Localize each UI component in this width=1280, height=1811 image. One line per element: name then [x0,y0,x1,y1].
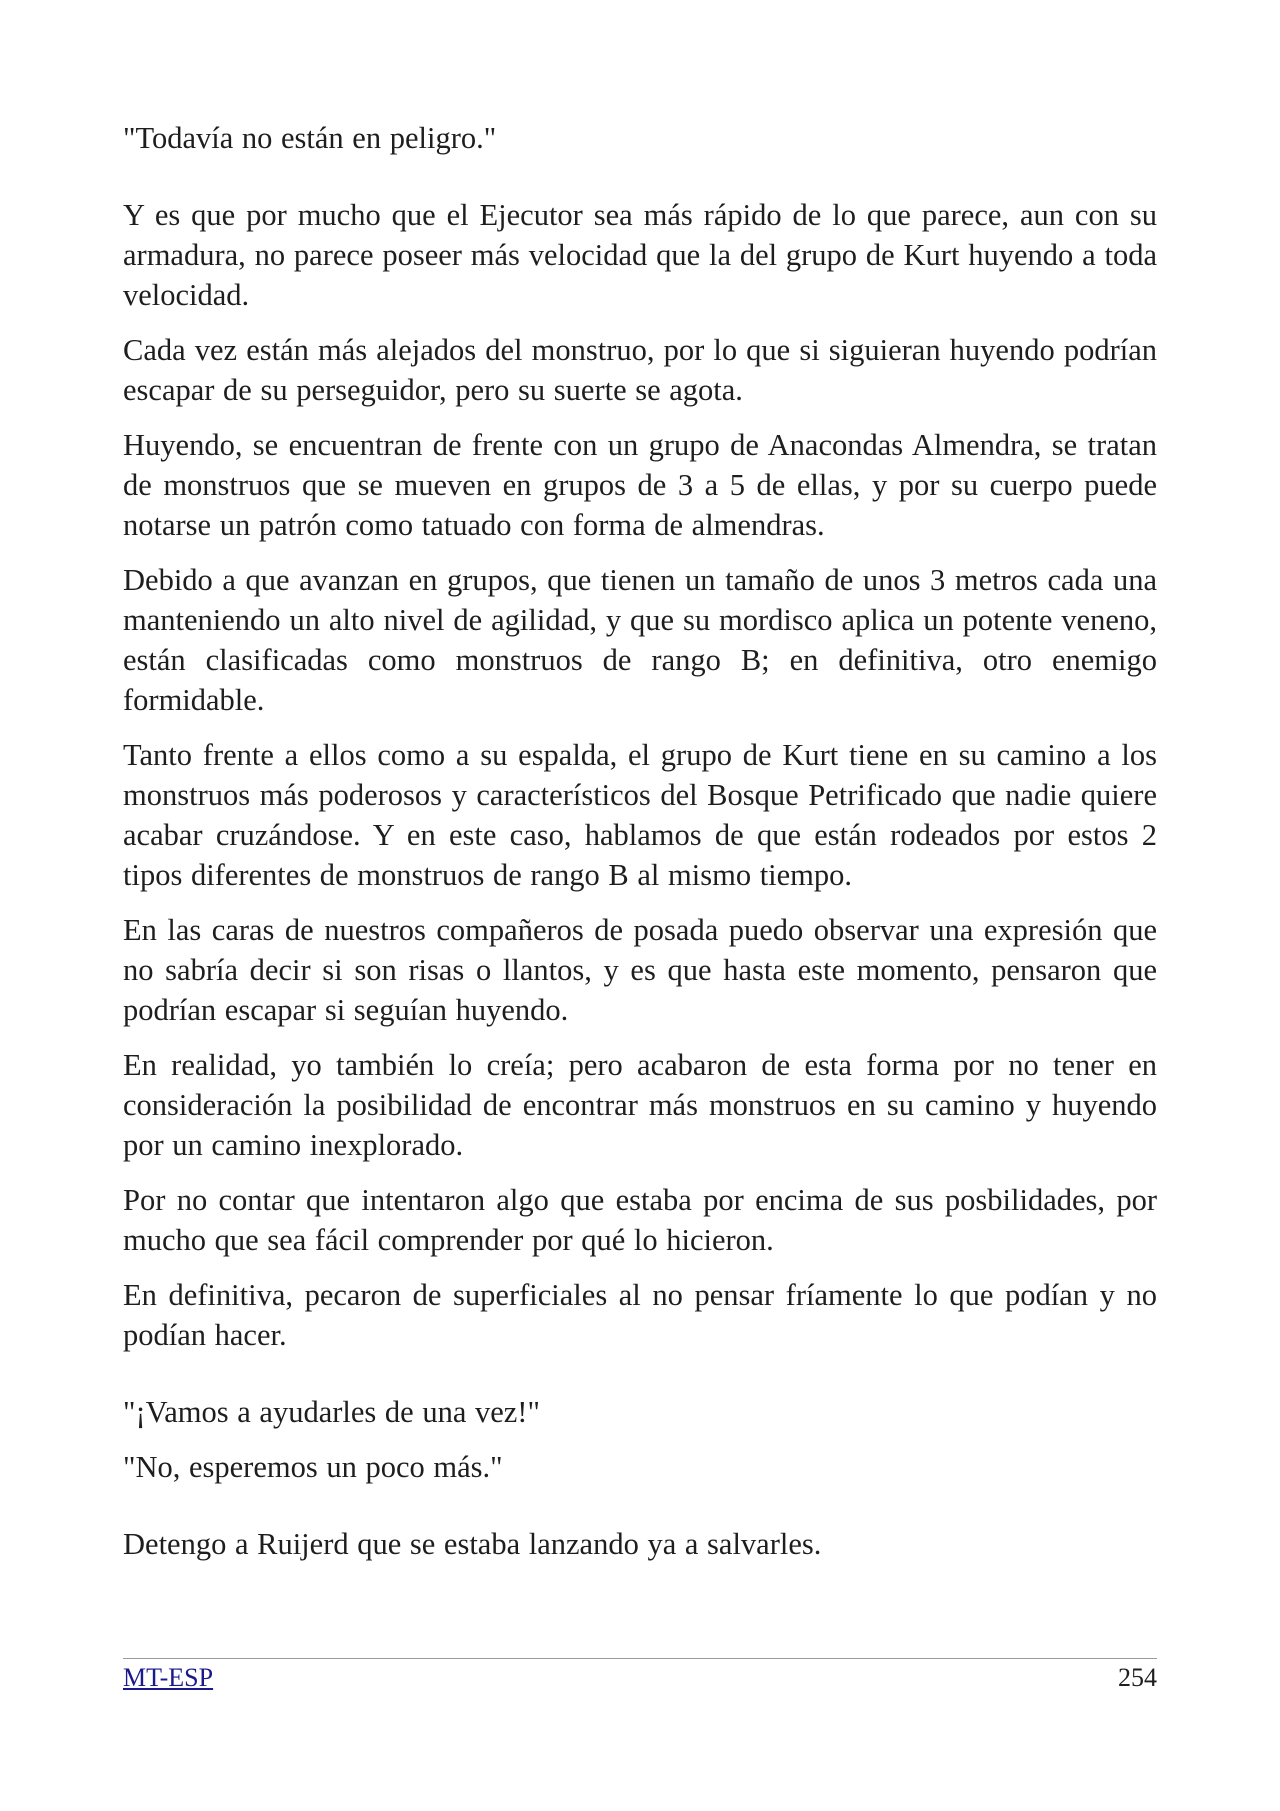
paragraph-1: "Todavía no están en peligro." [123,121,497,155]
paragraph-11: "¡Vamos a ayudarles de una vez!" [123,1395,540,1429]
paragraph-8: En realidad, yo también lo creía; pero acabaron de esta forma por no tener en consideración la posibilidad de encontrar más monstruos en su camino y huyendo por un camino inexplorado. [123,1048,1157,1162]
paragraph-6: Tanto frente a ellos como a su espalda, el grupo de Kurt tiene en su camino a los monstruos más poderosos y característicos del Bosque Petrificado que nadie quiere acabar cruzándose. Y en este caso, hablamos de que están rodeados por estos 2 tipos diferentes de monstruos de rango B al mismo tiempo. [123,738,1157,892]
paragraph-10: En definitiva, pecaron de superficiales al no pensar fríamente lo que podían y no podían hacer. [123,1278,1157,1352]
paragraph-9: Por no contar que intentaron algo que estaba por encima de sus posbilidades, por mucho que sea fácil comprender por qué lo hicieron. [123,1183,1157,1257]
paragraph-2: Y es que por mucho que el Ejecutor sea más rápido de lo que parece, aun con su armadura, no parece poseer más velocidad que la del grupo de Kurt huyendo a toda velocidad. [123,198,1157,312]
paragraph-5: Debido a que avanzan en grupos, que tienen un tamaño de unos 3 metros cada una manteniendo un alto nivel de agilidad, y que su mordisco aplica un potente veneno, están clasificadas como monstruos de rango B; en definitiva, otro enemigo formidable. [123,563,1157,717]
paragraph-3: Cada vez están más alejados del monstruo, por lo que si siguieran huyendo podrían escapar de su perseguidor, pero su suerte se agota. [123,333,1157,407]
paragraph-13: Detengo a Ruijerd que se estaba lanzando ya a salvarles. [123,1527,822,1561]
page-number: 254 [1118,1663,1157,1692]
paragraph-12: "No, esperemos un poco más." [123,1450,503,1484]
paragraph-7: En las caras de nuestros compañeros de posada puedo observar una expresión que no sabría decir si son risas o llantos, y es que hasta este momento, pensaron que podrían escapar si seguían huyendo. [123,913,1157,1027]
paragraph-4: Huyendo, se encuentran de frente con un grupo de Anacondas Almendra, se tratan de monstruos que se mueven en grupos de 3 a 5 de ellas, y por su cuerpo puede notarse un patrón como tatuado con forma de almendras. [123,428,1157,542]
footer-link-mt-esp[interactable]: MT-ESP [123,1663,214,1692]
page-footer [123,1658,1157,1694]
page-body [123,118,1157,1579]
